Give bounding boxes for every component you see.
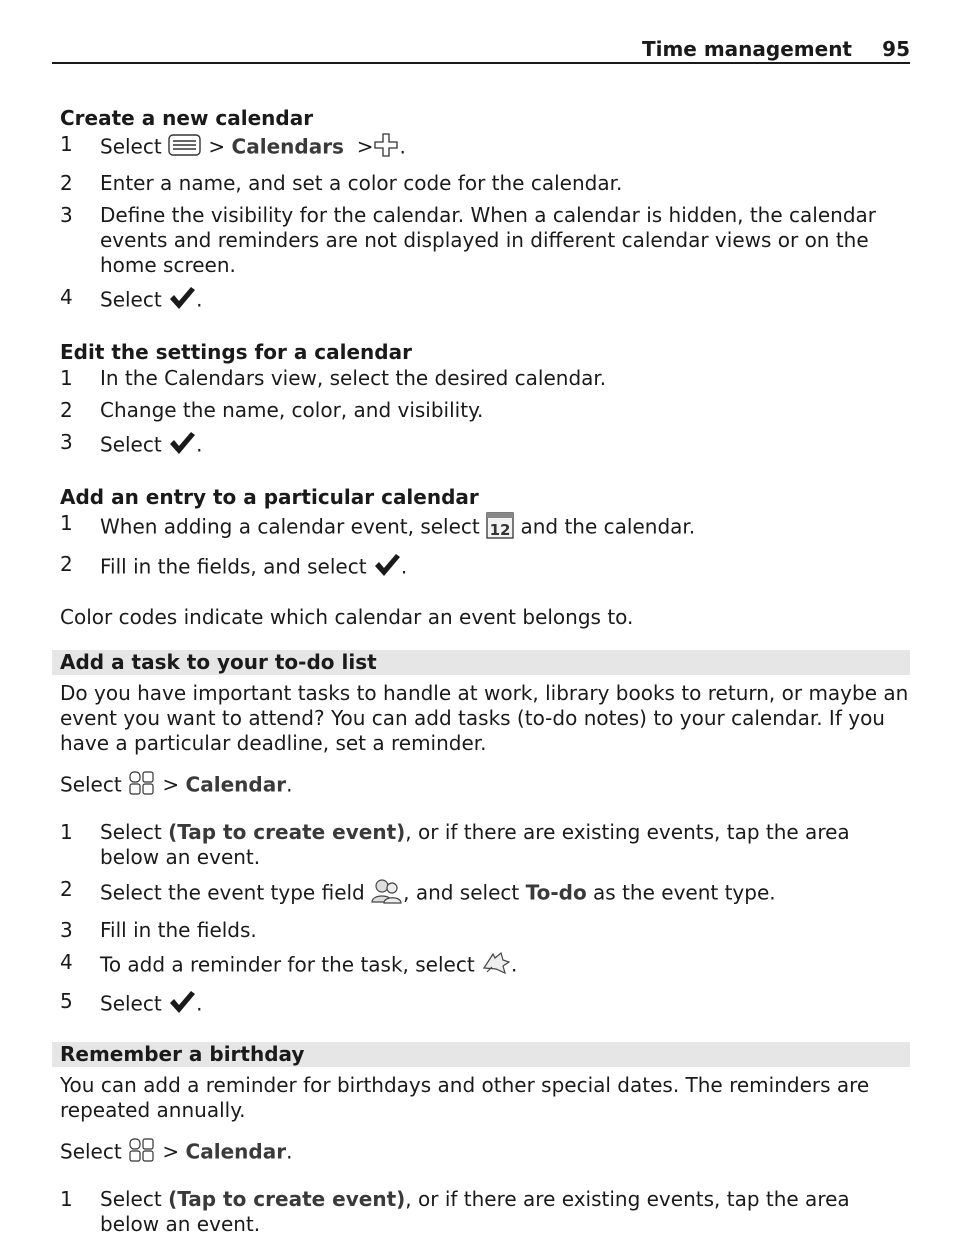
step-number: 3 — [60, 203, 73, 227]
tap-to-create-label: (Tap to create event) — [168, 1187, 406, 1211]
birthday-intro: You can add a reminder for birthdays and other special dates. The reminders are repeated annually. — [60, 1073, 870, 1122]
calendars-label: Calendars — [231, 134, 344, 159]
list-item — [60, 877, 910, 911]
tap-to-create-label: (Tap to create event) — [168, 820, 406, 844]
checkmark-icon — [168, 285, 196, 317]
step-text: > — [162, 1139, 180, 1164]
step-number: 1 — [60, 511, 73, 535]
event-type-icon — [371, 877, 403, 911]
list-item — [60, 1187, 910, 1237]
step-text: , or if there are existing events, tap the area below an event. — [100, 1187, 850, 1236]
list-item — [60, 552, 910, 584]
step-number: 2 — [60, 398, 73, 422]
calendar-date-icon — [486, 511, 514, 545]
calendar-date-number: 12 — [489, 521, 511, 539]
heading-add-entry: Add an entry to a particular calendar — [60, 485, 479, 509]
step-text: Change the name, color, and visibility. — [100, 398, 484, 422]
step-number: 4 — [60, 950, 73, 974]
steps-add-entry — [60, 511, 910, 584]
steps-add-task — [60, 820, 910, 1021]
step-text: > — [356, 134, 374, 159]
step-number: 1 — [60, 1187, 73, 1211]
page-header — [52, 36, 910, 64]
to-do-label: To-do — [525, 880, 587, 905]
step-number: 2 — [60, 877, 73, 901]
list-item — [60, 430, 910, 462]
step-text: , and select — [403, 880, 520, 905]
step-text: . — [400, 554, 408, 579]
step-number: 1 — [60, 132, 73, 156]
list-item — [60, 203, 910, 278]
heading-add-task: Add a task to your to-do list — [52, 650, 910, 675]
step-text: Select — [100, 432, 162, 457]
step-text: Enter a name, and set a color code for the calendar. — [100, 171, 623, 195]
checkmark-icon — [373, 552, 401, 584]
list-item — [60, 366, 910, 391]
apps-icon — [128, 1137, 156, 1169]
list-item — [60, 918, 910, 943]
step-text: In the Calendars view, select the desired calendar. — [100, 366, 607, 390]
page-number: 95 — [882, 37, 910, 61]
steps-create-calendar — [60, 132, 910, 317]
page-content — [60, 104, 910, 1244]
step-number: 1 — [60, 820, 73, 844]
step-text: Select — [100, 287, 162, 312]
step-text: . — [511, 952, 518, 977]
step-number: 2 — [60, 552, 73, 576]
step-text: > — [162, 772, 180, 797]
step-text: Select — [60, 772, 122, 797]
calendar-label: Calendar — [185, 1139, 287, 1164]
list-item — [60, 950, 910, 982]
step-number: 1 — [60, 366, 73, 390]
list-item — [60, 398, 910, 423]
checkmark-icon — [168, 430, 196, 462]
step-text: . — [399, 134, 406, 159]
step-text: . — [196, 991, 203, 1016]
step-text: Select — [100, 134, 162, 159]
step-text: Select — [100, 820, 162, 844]
step-text: , or if there are existing events, tap the area below an event. — [100, 820, 850, 869]
step-text: Select — [100, 1187, 162, 1211]
list-item — [60, 511, 910, 545]
step-text: To add a reminder for the task, select — [100, 952, 475, 977]
task-intro: Do you have important tasks to handle at work, library books to return, or maybe an event you want to attend? You can add tasks (to-do notes) to your calendar. If you have a particular deadline, set a reminder. — [60, 681, 909, 755]
step-text: Select the event type field — [100, 880, 365, 905]
step-number: 4 — [60, 285, 73, 309]
steps-edit-settings — [60, 366, 910, 462]
step-text: . — [286, 1139, 293, 1164]
list-item — [60, 285, 910, 317]
steps-remember-birthday — [60, 1187, 910, 1237]
alarm-icon — [481, 950, 511, 982]
color-code-note: Color codes indicate which calendar an event belongs to. — [60, 605, 634, 629]
list-item — [60, 132, 910, 164]
menu-icon — [168, 133, 202, 163]
step-text: . — [196, 432, 203, 457]
checkmark-icon — [168, 989, 196, 1021]
calendar-label: Calendar — [185, 772, 287, 797]
step-text: Select — [100, 991, 162, 1016]
step-text: When adding a calendar event, select — [100, 514, 480, 539]
step-text: Define the visibility for the calendar. When a calendar is hidden, the calendar events and reminders are not displayed in different calendar views or on the home screen. — [100, 203, 876, 277]
heading-create-calendar: Create a new calendar — [60, 106, 314, 130]
heading-remember-birthday: Remember a birthday — [52, 1042, 910, 1067]
step-text: . — [196, 287, 203, 312]
step-number: 5 — [60, 989, 73, 1013]
step-text: as the event type. — [593, 880, 776, 905]
step-text: > — [208, 134, 226, 159]
step-text: and the calendar. — [520, 514, 696, 539]
step-number: 2 — [60, 171, 73, 195]
step-text: Fill in the fields, and select — [100, 554, 367, 579]
list-item — [60, 171, 910, 196]
list-item — [60, 820, 910, 870]
step-number: 3 — [60, 918, 73, 942]
step-text: Fill in the fields. — [100, 918, 257, 942]
heading-edit-settings: Edit the settings for a calendar — [60, 340, 412, 364]
select-calendar-line — [60, 1137, 910, 1169]
apps-icon — [128, 770, 156, 802]
step-text: . — [286, 772, 293, 797]
select-calendar-line — [60, 770, 910, 802]
list-item — [60, 989, 910, 1021]
section-title: Time management — [641, 37, 852, 61]
add-icon — [373, 132, 399, 164]
step-number: 3 — [60, 430, 73, 454]
step-text: Select — [60, 1139, 122, 1164]
